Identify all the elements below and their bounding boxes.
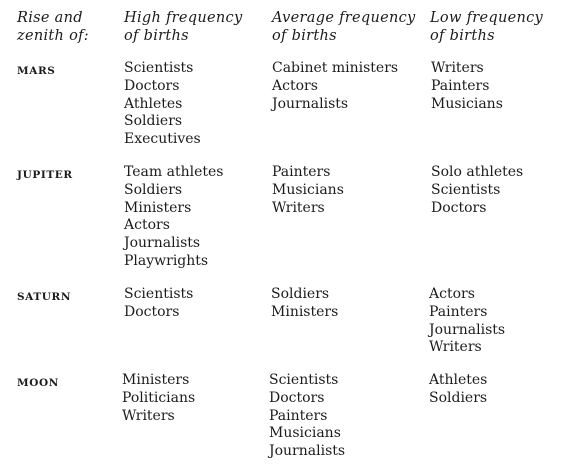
header-line: Rise and	[17, 10, 83, 26]
planet-label-moon: MOON	[17, 377, 59, 389]
list-item: Politicians	[122, 389, 196, 406]
header-line: zenith of:	[17, 28, 89, 44]
list-item: Soldiers	[429, 389, 488, 406]
list-item: Writers	[122, 407, 175, 424]
list-item: Team athletes	[124, 164, 224, 180]
list-item: Journalists	[272, 95, 349, 112]
list-item: Actors	[124, 217, 170, 234]
list-item: Ministers	[271, 303, 339, 320]
list-item: Scientists	[124, 286, 194, 302]
list-item: Athletes	[429, 372, 488, 388]
low-frequency-list	[431, 164, 523, 217]
header-line: Low frequency	[430, 10, 544, 26]
header-low-frequency	[430, 9, 543, 45]
header-line: High frequency	[124, 10, 243, 26]
list-item: Journalists	[429, 321, 506, 338]
list-item: Musicians	[269, 425, 341, 442]
header-average-frequency	[272, 9, 416, 45]
high-frequency-list	[124, 286, 193, 322]
list-item: Ministers	[122, 372, 190, 388]
list-item: Scientists	[269, 372, 339, 388]
list-item: Athletes	[124, 95, 183, 112]
list-item: Doctors	[269, 389, 325, 406]
header-high-frequency	[124, 9, 242, 45]
list-item: Painters	[272, 164, 331, 180]
list-item: Soldiers	[124, 113, 183, 130]
list-item: Scientists	[431, 181, 501, 198]
high-frequency-list	[124, 164, 223, 271]
list-item: Writers	[429, 339, 482, 356]
list-item: Doctors	[431, 199, 487, 216]
list-item: Doctors	[124, 77, 180, 94]
average-frequency-list	[272, 164, 344, 217]
list-item: Soldiers	[271, 286, 330, 302]
list-item: Solo athletes	[431, 164, 524, 180]
list-item: Writers	[272, 199, 325, 216]
list-item: Executives	[124, 131, 201, 148]
list-item: Painters	[431, 77, 490, 94]
list-item: Painters	[269, 407, 328, 424]
low-frequency-list	[429, 372, 487, 408]
list-item: Scientists	[124, 60, 194, 76]
list-item: Musicians	[431, 95, 503, 112]
average-frequency-list	[269, 372, 345, 461]
list-item: Musicians	[272, 181, 344, 198]
planet-label-saturn: SATURN	[17, 291, 72, 303]
high-frequency-list	[122, 372, 195, 425]
list-item: Actors	[272, 77, 318, 94]
planet-label-mars: MARS	[17, 65, 56, 77]
list-item: Ministers	[124, 199, 192, 216]
list-item: Journalists	[124, 235, 201, 252]
list-item: Doctors	[124, 303, 180, 320]
list-item: Cabinet ministers	[272, 60, 399, 76]
header-line: of births	[430, 28, 495, 44]
list-item: Playwrights	[124, 252, 209, 269]
list-item: Painters	[429, 303, 488, 320]
planet-label-jupiter: JUPITER	[17, 169, 73, 181]
low-frequency-list	[431, 60, 503, 113]
header-line: of births	[124, 28, 189, 44]
header-line: Average frequency	[272, 10, 416, 26]
average-frequency-list	[271, 286, 338, 322]
list-item: Soldiers	[124, 181, 183, 198]
list-item: Journalists	[269, 443, 346, 460]
list-item: Writers	[431, 60, 484, 76]
list-item: Actors	[429, 286, 475, 302]
average-frequency-list	[272, 60, 398, 113]
low-frequency-list	[429, 286, 505, 357]
header-rise-zenith	[17, 9, 89, 45]
header-line: of births	[272, 28, 337, 44]
high-frequency-list	[124, 60, 201, 149]
